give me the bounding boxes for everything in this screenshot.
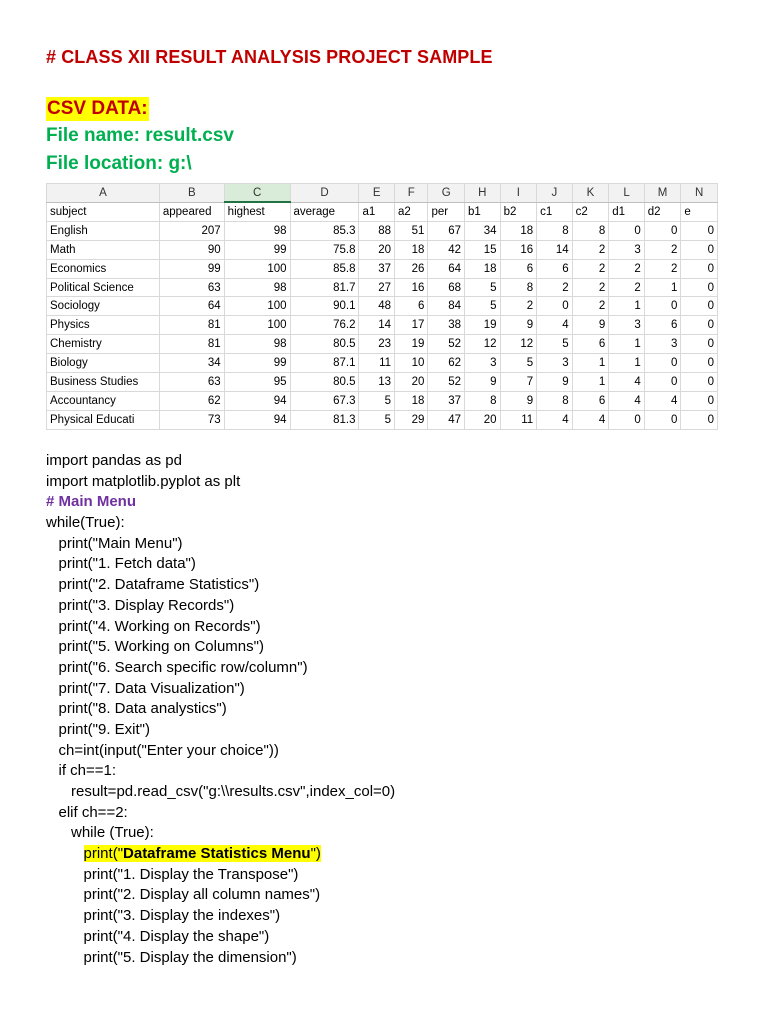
value-cell[interactable]: 15 <box>465 240 501 259</box>
value-cell[interactable]: 5 <box>359 410 395 429</box>
header-cell[interactable]: per <box>428 202 465 221</box>
header-cell[interactable]: highest <box>224 202 290 221</box>
value-cell[interactable]: 0 <box>681 259 718 278</box>
column-letter-header[interactable]: G <box>428 184 465 203</box>
code-line: print("3. Display Records") <box>46 596 235 614</box>
value-cell[interactable]: 100 <box>224 316 290 335</box>
value-cell[interactable]: 3 <box>537 354 573 373</box>
value-cell[interactable]: 1 <box>609 335 645 354</box>
value-cell[interactable]: 2 <box>644 240 681 259</box>
value-cell[interactable]: 52 <box>428 335 465 354</box>
value-cell[interactable]: 90.1 <box>290 297 359 316</box>
column-letter-header[interactable]: A <box>47 184 160 203</box>
code-line: print("8. Data analystics") <box>46 700 227 718</box>
subject-cell[interactable]: Sociology <box>47 297 160 316</box>
value-cell[interactable]: 9 <box>465 373 501 392</box>
value-cell[interactable]: 62 <box>428 354 465 373</box>
column-letter-header[interactable]: K <box>572 184 609 203</box>
value-cell[interactable]: 98 <box>224 278 290 297</box>
subject-cell[interactable]: Business Studies <box>47 373 160 392</box>
column-letter-header[interactable]: D <box>290 184 359 203</box>
value-cell[interactable]: 94 <box>224 410 290 429</box>
header-cell[interactable]: average <box>290 202 359 221</box>
value-cell[interactable]: 99 <box>224 240 290 259</box>
code-line: while (True): <box>46 824 154 842</box>
value-cell[interactable]: 8 <box>537 221 573 240</box>
code-line: ch=int(input("Enter your choice")) <box>46 741 279 759</box>
table-row <box>47 240 718 259</box>
header-cell[interactable]: e <box>681 202 718 221</box>
value-cell[interactable]: 207 <box>159 221 224 240</box>
subject-cell[interactable]: Math <box>47 240 160 259</box>
code-line-highlighted <box>46 844 395 865</box>
value-cell[interactable]: 3 <box>609 316 645 335</box>
value-cell[interactable]: 47 <box>428 410 465 429</box>
table-row <box>47 316 718 335</box>
value-cell[interactable]: 8 <box>465 391 501 410</box>
value-cell[interactable]: 63 <box>159 278 224 297</box>
value-cell[interactable]: 0 <box>681 278 718 297</box>
value-cell[interactable]: 2 <box>537 278 573 297</box>
value-cell[interactable]: 63 <box>159 373 224 392</box>
value-cell[interactable]: 12 <box>500 335 537 354</box>
code-line: print("1. Display the Transpose") <box>46 865 299 883</box>
header-cell[interactable]: a1 <box>359 202 395 221</box>
table-row <box>47 221 718 240</box>
header-cell[interactable]: c2 <box>572 202 609 221</box>
value-cell[interactable]: 1 <box>644 278 681 297</box>
value-cell[interactable]: 0 <box>644 410 681 429</box>
value-cell[interactable]: 90 <box>159 240 224 259</box>
value-cell[interactable]: 99 <box>224 354 290 373</box>
subject-cell[interactable]: Physics <box>47 316 160 335</box>
value-cell[interactable]: 0 <box>681 240 718 259</box>
subject-cell[interactable]: Political Science <box>47 278 160 297</box>
value-cell[interactable]: 48 <box>359 297 395 316</box>
value-cell[interactable]: 6 <box>500 259 537 278</box>
value-cell[interactable]: 64 <box>428 259 465 278</box>
value-cell[interactable]: 3 <box>609 240 645 259</box>
value-cell[interactable]: 81 <box>159 316 224 335</box>
column-letter-header[interactable]: M <box>644 184 681 203</box>
value-cell[interactable]: 4 <box>572 410 609 429</box>
value-cell[interactable]: 6 <box>537 259 573 278</box>
value-cell[interactable]: 0 <box>681 297 718 316</box>
value-cell[interactable]: 4 <box>537 410 573 429</box>
value-cell[interactable]: 37 <box>428 391 465 410</box>
python-code-block <box>46 451 395 968</box>
value-cell[interactable]: 99 <box>159 259 224 278</box>
value-cell[interactable]: 8 <box>537 391 573 410</box>
table-row <box>47 391 718 410</box>
value-cell[interactable]: 98 <box>224 335 290 354</box>
value-cell[interactable]: 5 <box>537 335 573 354</box>
column-letter-header[interactable]: N <box>681 184 718 203</box>
value-cell[interactable]: 18 <box>500 221 537 240</box>
value-cell[interactable]: 18 <box>395 240 428 259</box>
column-letter-header[interactable]: L <box>609 184 645 203</box>
value-cell[interactable]: 81.7 <box>290 278 359 297</box>
value-cell[interactable]: 17 <box>395 316 428 335</box>
value-cell[interactable]: 0 <box>681 391 718 410</box>
value-cell[interactable]: 4 <box>644 391 681 410</box>
column-letter-header[interactable]: C <box>224 184 290 203</box>
code-line: import pandas as pd <box>46 452 182 469</box>
highlight-suffix: ") <box>310 845 321 863</box>
value-cell[interactable]: 0 <box>681 373 718 392</box>
value-cell[interactable]: 94 <box>224 391 290 410</box>
page-title: # CLASS XII RESULT ANALYSIS PROJECT SAMPLE <box>46 47 493 67</box>
value-cell[interactable]: 2 <box>609 259 645 278</box>
value-cell[interactable]: 0 <box>681 354 718 373</box>
value-cell[interactable]: 1 <box>572 373 609 392</box>
value-cell[interactable]: 11 <box>500 410 537 429</box>
value-cell[interactable]: 6 <box>572 335 609 354</box>
table-row <box>47 354 718 373</box>
column-letter-header[interactable]: J <box>537 184 573 203</box>
code-line: print("3. Display the indexes") <box>46 907 281 925</box>
value-cell[interactable]: 2 <box>609 278 645 297</box>
header-cell[interactable]: a2 <box>395 202 428 221</box>
value-cell[interactable]: 0 <box>609 221 645 240</box>
code-line: elif ch==2: <box>46 803 128 821</box>
code-line: print("Main Menu") <box>46 534 183 552</box>
code-line: print("6. Search specific row/column") <box>46 658 308 676</box>
value-cell[interactable]: 2 <box>572 240 609 259</box>
table-row <box>47 278 718 297</box>
code-line: print("9. Exit") <box>46 720 151 738</box>
value-cell[interactable]: 85.8 <box>290 259 359 278</box>
value-cell[interactable]: 14 <box>537 240 573 259</box>
value-cell[interactable]: 8 <box>572 221 609 240</box>
value-cell[interactable]: 20 <box>465 410 501 429</box>
code-comment-main-menu: # Main Menu <box>46 493 137 511</box>
code-line: import matplotlib.pyplot as plt <box>46 472 241 490</box>
value-cell[interactable]: 81 <box>159 335 224 354</box>
header-cell[interactable]: b2 <box>500 202 537 221</box>
value-cell[interactable]: 0 <box>609 410 645 429</box>
value-cell[interactable]: 2 <box>644 259 681 278</box>
value-cell[interactable]: 4 <box>537 316 573 335</box>
table-row <box>47 297 718 316</box>
value-cell[interactable]: 80.5 <box>290 335 359 354</box>
value-cell[interactable]: 18 <box>395 391 428 410</box>
value-cell[interactable]: 6 <box>644 316 681 335</box>
value-cell[interactable]: 68 <box>428 278 465 297</box>
value-cell[interactable]: 0 <box>537 297 573 316</box>
value-cell[interactable]: 16 <box>395 278 428 297</box>
header-cell[interactable]: c1 <box>537 202 573 221</box>
value-cell[interactable]: 20 <box>395 373 428 392</box>
value-cell[interactable]: 34 <box>159 354 224 373</box>
column-letter-header[interactable]: F <box>395 184 428 203</box>
value-cell[interactable]: 9 <box>572 316 609 335</box>
value-cell[interactable]: 4 <box>609 373 645 392</box>
code-line: print("5. Display the dimension") <box>46 948 297 966</box>
table-row <box>47 410 718 429</box>
value-cell[interactable]: 67.3 <box>290 391 359 410</box>
highlight-bold-text: Dataframe Statistics Menu <box>123 845 311 863</box>
value-cell[interactable]: 98 <box>224 221 290 240</box>
column-letter-header[interactable]: B <box>159 184 224 203</box>
column-letter-header[interactable]: I <box>500 184 537 203</box>
value-cell[interactable]: 38 <box>428 316 465 335</box>
value-cell[interactable]: 5 <box>465 297 501 316</box>
code-line: print("7. Data Visualization") <box>46 679 245 697</box>
table-row <box>47 373 718 392</box>
value-cell[interactable]: 75.8 <box>290 240 359 259</box>
file-location-line: File location: g:\ <box>46 153 192 174</box>
header-row <box>47 202 718 221</box>
csv-spreadsheet <box>46 183 718 430</box>
value-cell[interactable]: 6 <box>395 297 428 316</box>
value-cell[interactable]: 18 <box>465 259 501 278</box>
value-cell[interactable]: 10 <box>395 354 428 373</box>
value-cell[interactable]: 34 <box>465 221 501 240</box>
header-cell[interactable]: d2 <box>644 202 681 221</box>
value-cell[interactable]: 14 <box>359 316 395 335</box>
subject-cell[interactable]: English <box>47 221 160 240</box>
value-cell[interactable]: 20 <box>359 240 395 259</box>
header-cell[interactable]: b1 <box>465 202 501 221</box>
highlight-prefix: print(" <box>83 845 124 863</box>
value-cell[interactable]: 52 <box>428 373 465 392</box>
value-cell[interactable]: 9 <box>500 391 537 410</box>
value-cell[interactable]: 12 <box>465 335 501 354</box>
value-cell[interactable]: 13 <box>359 373 395 392</box>
value-cell[interactable]: 0 <box>681 316 718 335</box>
value-cell[interactable]: 0 <box>681 410 718 429</box>
value-cell[interactable]: 16 <box>500 240 537 259</box>
code-line: while(True): <box>46 514 125 532</box>
subject-cell[interactable]: Physical Educati <box>47 410 160 429</box>
value-cell[interactable]: 5 <box>500 354 537 373</box>
value-cell[interactable]: 100 <box>224 259 290 278</box>
code-line: print("2. Dataframe Statistics") <box>46 576 260 594</box>
value-cell[interactable]: 85.3 <box>290 221 359 240</box>
code-line: print("4. Display the shape") <box>46 927 270 945</box>
value-cell[interactable]: 11 <box>359 354 395 373</box>
code-line: print("4. Working on Records") <box>46 617 261 635</box>
value-cell[interactable]: 2 <box>500 297 537 316</box>
value-cell[interactable]: 37 <box>359 259 395 278</box>
highlighted-print <box>84 845 321 862</box>
value-cell[interactable]: 4 <box>609 391 645 410</box>
subject-cell[interactable]: Biology <box>47 354 160 373</box>
value-cell[interactable]: 88 <box>359 221 395 240</box>
value-cell[interactable]: 67 <box>428 221 465 240</box>
value-cell[interactable]: 62 <box>159 391 224 410</box>
value-cell[interactable]: 73 <box>159 410 224 429</box>
value-cell[interactable]: 2 <box>572 278 609 297</box>
value-cell[interactable]: 7 <box>500 373 537 392</box>
value-cell[interactable]: 29 <box>395 410 428 429</box>
value-cell[interactable]: 76.2 <box>290 316 359 335</box>
value-cell[interactable]: 9 <box>537 373 573 392</box>
code-line: print("5. Working on Columns") <box>46 638 264 656</box>
value-cell[interactable]: 3 <box>465 354 501 373</box>
value-cell[interactable]: 9 <box>500 316 537 335</box>
value-cell[interactable]: 0 <box>681 335 718 354</box>
value-cell[interactable]: 42 <box>428 240 465 259</box>
value-cell[interactable]: 23 <box>359 335 395 354</box>
value-cell[interactable]: 81.3 <box>290 410 359 429</box>
value-cell[interactable]: 64 <box>159 297 224 316</box>
value-cell[interactable]: 1 <box>572 354 609 373</box>
csv-data-heading: CSV DATA: <box>47 98 148 119</box>
value-cell[interactable]: 2 <box>572 297 609 316</box>
value-cell[interactable]: 0 <box>681 221 718 240</box>
value-cell[interactable]: 0 <box>644 297 681 316</box>
code-line: if ch==1: <box>46 762 117 780</box>
column-letter-header[interactable]: E <box>359 184 395 203</box>
subject-cell[interactable]: Chemistry <box>47 335 160 354</box>
value-cell[interactable]: 0 <box>644 221 681 240</box>
value-cell[interactable]: 2 <box>572 259 609 278</box>
value-cell[interactable]: 0 <box>644 354 681 373</box>
value-cell[interactable]: 80.5 <box>290 373 359 392</box>
header-cell[interactable]: appeared <box>159 202 224 221</box>
value-cell[interactable]: 5 <box>465 278 501 297</box>
value-cell[interactable]: 100 <box>224 297 290 316</box>
value-cell[interactable]: 27 <box>359 278 395 297</box>
header-cell[interactable]: subject <box>47 202 160 221</box>
value-cell[interactable]: 8 <box>500 278 537 297</box>
value-cell[interactable]: 84 <box>428 297 465 316</box>
value-cell[interactable]: 0 <box>644 373 681 392</box>
value-cell[interactable]: 51 <box>395 221 428 240</box>
table-row <box>47 259 718 278</box>
value-cell[interactable]: 1 <box>609 354 645 373</box>
value-cell[interactable]: 87.1 <box>290 354 359 373</box>
table-row <box>47 335 718 354</box>
value-cell[interactable]: 5 <box>359 391 395 410</box>
code-line: print("1. Fetch data") <box>46 555 196 573</box>
column-letter-header[interactable]: H <box>465 184 501 203</box>
value-cell[interactable]: 19 <box>465 316 501 335</box>
value-cell[interactable]: 19 <box>395 335 428 354</box>
subject-cell[interactable]: Economics <box>47 259 160 278</box>
value-cell[interactable]: 6 <box>572 391 609 410</box>
subject-cell[interactable]: Accountancy <box>47 391 160 410</box>
value-cell[interactable]: 3 <box>644 335 681 354</box>
value-cell[interactable]: 1 <box>609 297 645 316</box>
header-cell[interactable]: d1 <box>609 202 645 221</box>
code-line: result=pd.read_csv("g:\\results.csv",index_col=0) <box>46 783 396 800</box>
code-line: print("2. Display all column names") <box>46 886 321 904</box>
value-cell[interactable]: 26 <box>395 259 428 278</box>
value-cell[interactable]: 95 <box>224 373 290 392</box>
file-name-line: File name: result.csv <box>46 125 234 146</box>
